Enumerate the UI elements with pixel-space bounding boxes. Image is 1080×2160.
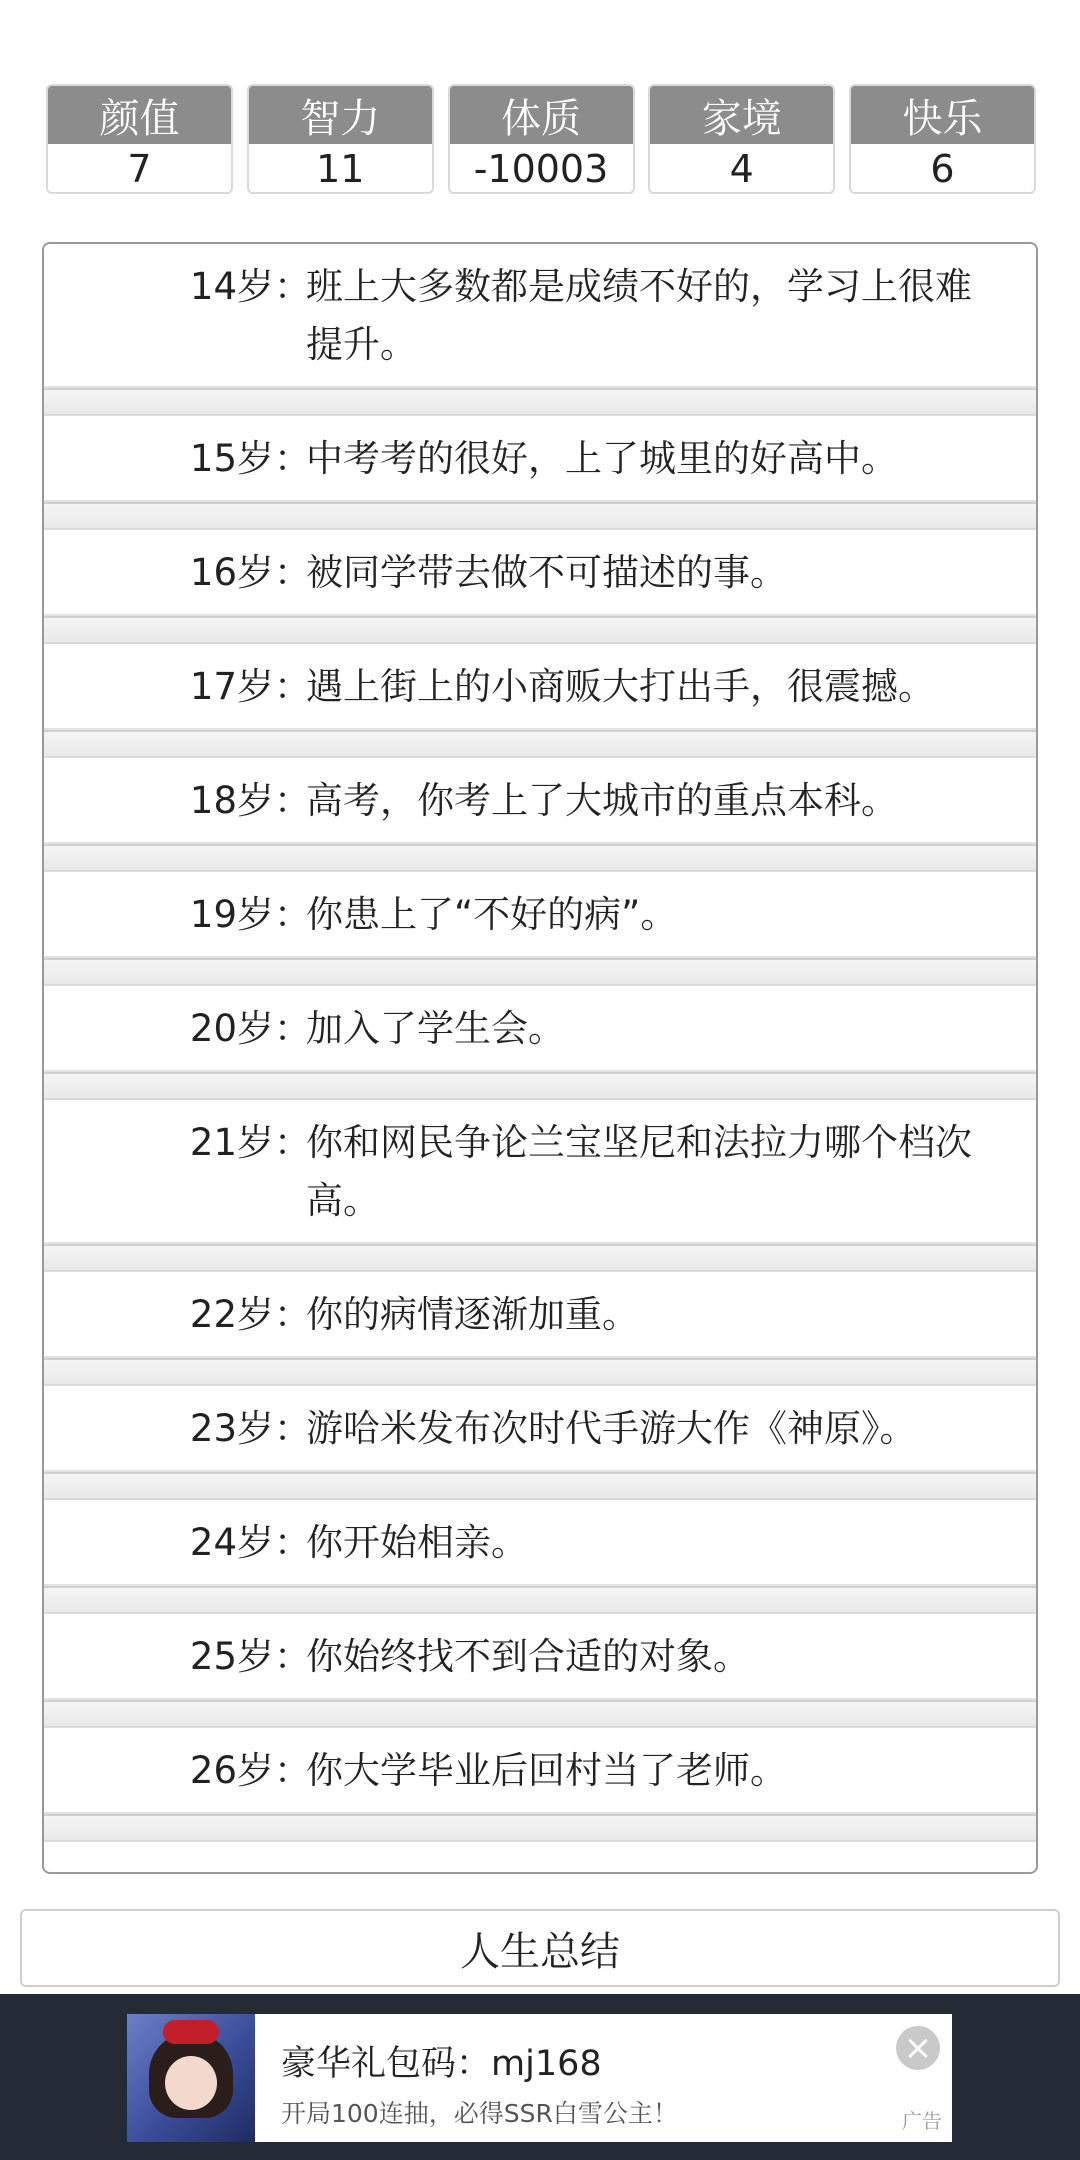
event-age: 22岁 — [189, 1293, 274, 1336]
stat-happiness — [849, 84, 1036, 194]
ad-tag: 广告 — [902, 2109, 942, 2133]
event-age: 17岁 — [189, 665, 274, 708]
event-text: 你患上了“不好的病”。 — [306, 893, 678, 936]
life-summary-button[interactable]: 人生总结 — [20, 1909, 1060, 1987]
event-text: 中考考的很好，上了城里的好高中。 — [306, 437, 898, 480]
event-age: 19岁 — [189, 893, 274, 936]
row-separator — [44, 730, 1036, 758]
life-event-row — [44, 1500, 1036, 1586]
stat-label: 颜值 — [48, 86, 231, 144]
event-colon: ： — [274, 1407, 311, 1450]
stat-label: 体质 — [450, 86, 633, 144]
event-text: 遇上街上的小商贩大打出手，很震撼。 — [306, 665, 935, 708]
event-colon: ： — [274, 1121, 311, 1164]
life-event-row — [44, 244, 1036, 388]
life-event-row — [44, 758, 1036, 844]
event-colon: ： — [274, 1521, 311, 1564]
event-age: 24岁 — [189, 1521, 274, 1564]
stat-label: 家境 — [650, 86, 833, 144]
life-event-row — [44, 1614, 1036, 1700]
life-event-row — [44, 1100, 1036, 1244]
event-text: 你始终找不到合适的对象。 — [306, 1635, 750, 1678]
life-event-row — [44, 1728, 1036, 1814]
stat-constitution — [448, 84, 635, 194]
event-colon: ： — [274, 1007, 311, 1050]
attribute-stats — [46, 84, 1036, 196]
event-colon: ： — [274, 1749, 311, 1792]
event-colon: ： — [274, 1293, 311, 1336]
event-colon: ： — [274, 551, 311, 594]
event-age: 18岁 — [189, 779, 274, 822]
event-text: 你大学毕业后回村当了老师。 — [306, 1749, 787, 1792]
stat-value: 7 — [127, 147, 152, 191]
row-separator — [44, 1472, 1036, 1500]
event-text: 被同学带去做不可描述的事。 — [306, 551, 787, 594]
life-event-panel[interactable] — [42, 242, 1038, 1874]
row-separator — [44, 388, 1036, 416]
ad-banner[interactable] — [127, 2014, 952, 2142]
event-age: 15岁 — [189, 437, 274, 480]
event-colon: ： — [274, 1635, 311, 1678]
life-event-row — [44, 986, 1036, 1072]
event-age: 21岁 — [189, 1121, 274, 1164]
life-event-row — [44, 1272, 1036, 1358]
row-separator — [44, 502, 1036, 530]
stat-intelligence — [247, 84, 434, 194]
life-event-row — [44, 530, 1036, 616]
ad-banner-area — [0, 1994, 1080, 2160]
ad-title: 豪华礼包码：mj168 — [281, 2044, 602, 2084]
row-separator — [44, 958, 1036, 986]
stat-value: 4 — [729, 147, 754, 191]
stat-appearance — [46, 84, 233, 194]
life-event-row — [44, 644, 1036, 730]
row-separator — [44, 616, 1036, 644]
event-text: 你开始相亲。 — [306, 1521, 528, 1564]
event-colon: ： — [274, 265, 311, 308]
event-age: 25岁 — [189, 1635, 274, 1678]
stat-value: -10003 — [473, 147, 609, 191]
event-colon: ： — [274, 665, 311, 708]
row-separator — [44, 1358, 1036, 1386]
row-separator — [44, 1244, 1036, 1272]
event-age: 23岁 — [189, 1407, 274, 1450]
event-colon: ： — [274, 437, 311, 480]
stat-label: 智力 — [249, 86, 432, 144]
stat-family — [648, 84, 835, 194]
ad-subtitle: 开局100连抽，必得SSR白雪公主！ — [281, 2099, 678, 2128]
event-text: 游哈米发布次时代手游大作《神原》。 — [306, 1407, 917, 1450]
life-event-row — [44, 1386, 1036, 1472]
life-event-row — [44, 416, 1036, 502]
event-text: 加入了学生会。 — [306, 1007, 565, 1050]
row-separator — [44, 1072, 1036, 1100]
row-separator — [44, 1586, 1036, 1614]
ad-text[interactable] — [255, 2014, 952, 2142]
life-event-row — [44, 872, 1036, 958]
row-separator — [44, 1700, 1036, 1728]
row-separator — [44, 1814, 1036, 1842]
row-separator — [44, 844, 1036, 872]
event-text: 班上大多数都是成绩不好的，学习上很难提升。 — [306, 265, 972, 366]
stat-value: 11 — [316, 147, 365, 191]
event-age: 20岁 — [189, 1007, 274, 1050]
stat-label: 快乐 — [851, 86, 1034, 144]
event-text: 你和网民争论兰宝坚尼和法拉力哪个档次高。 — [306, 1121, 972, 1222]
event-text: 高考，你考上了大城市的重点本科。 — [306, 779, 898, 822]
close-icon[interactable]: × — [896, 2026, 940, 2070]
event-text: 你的病情逐渐加重。 — [306, 1293, 639, 1336]
stat-value: 6 — [930, 147, 955, 191]
life-event-list[interactable] — [44, 244, 1036, 1842]
event-age: 26岁 — [189, 1749, 274, 1792]
event-age: 14岁 — [189, 265, 274, 308]
event-colon: ： — [274, 779, 311, 822]
event-colon: ： — [274, 893, 311, 936]
ad-character-image[interactable] — [127, 2014, 255, 2142]
event-age: 16岁 — [189, 551, 274, 594]
